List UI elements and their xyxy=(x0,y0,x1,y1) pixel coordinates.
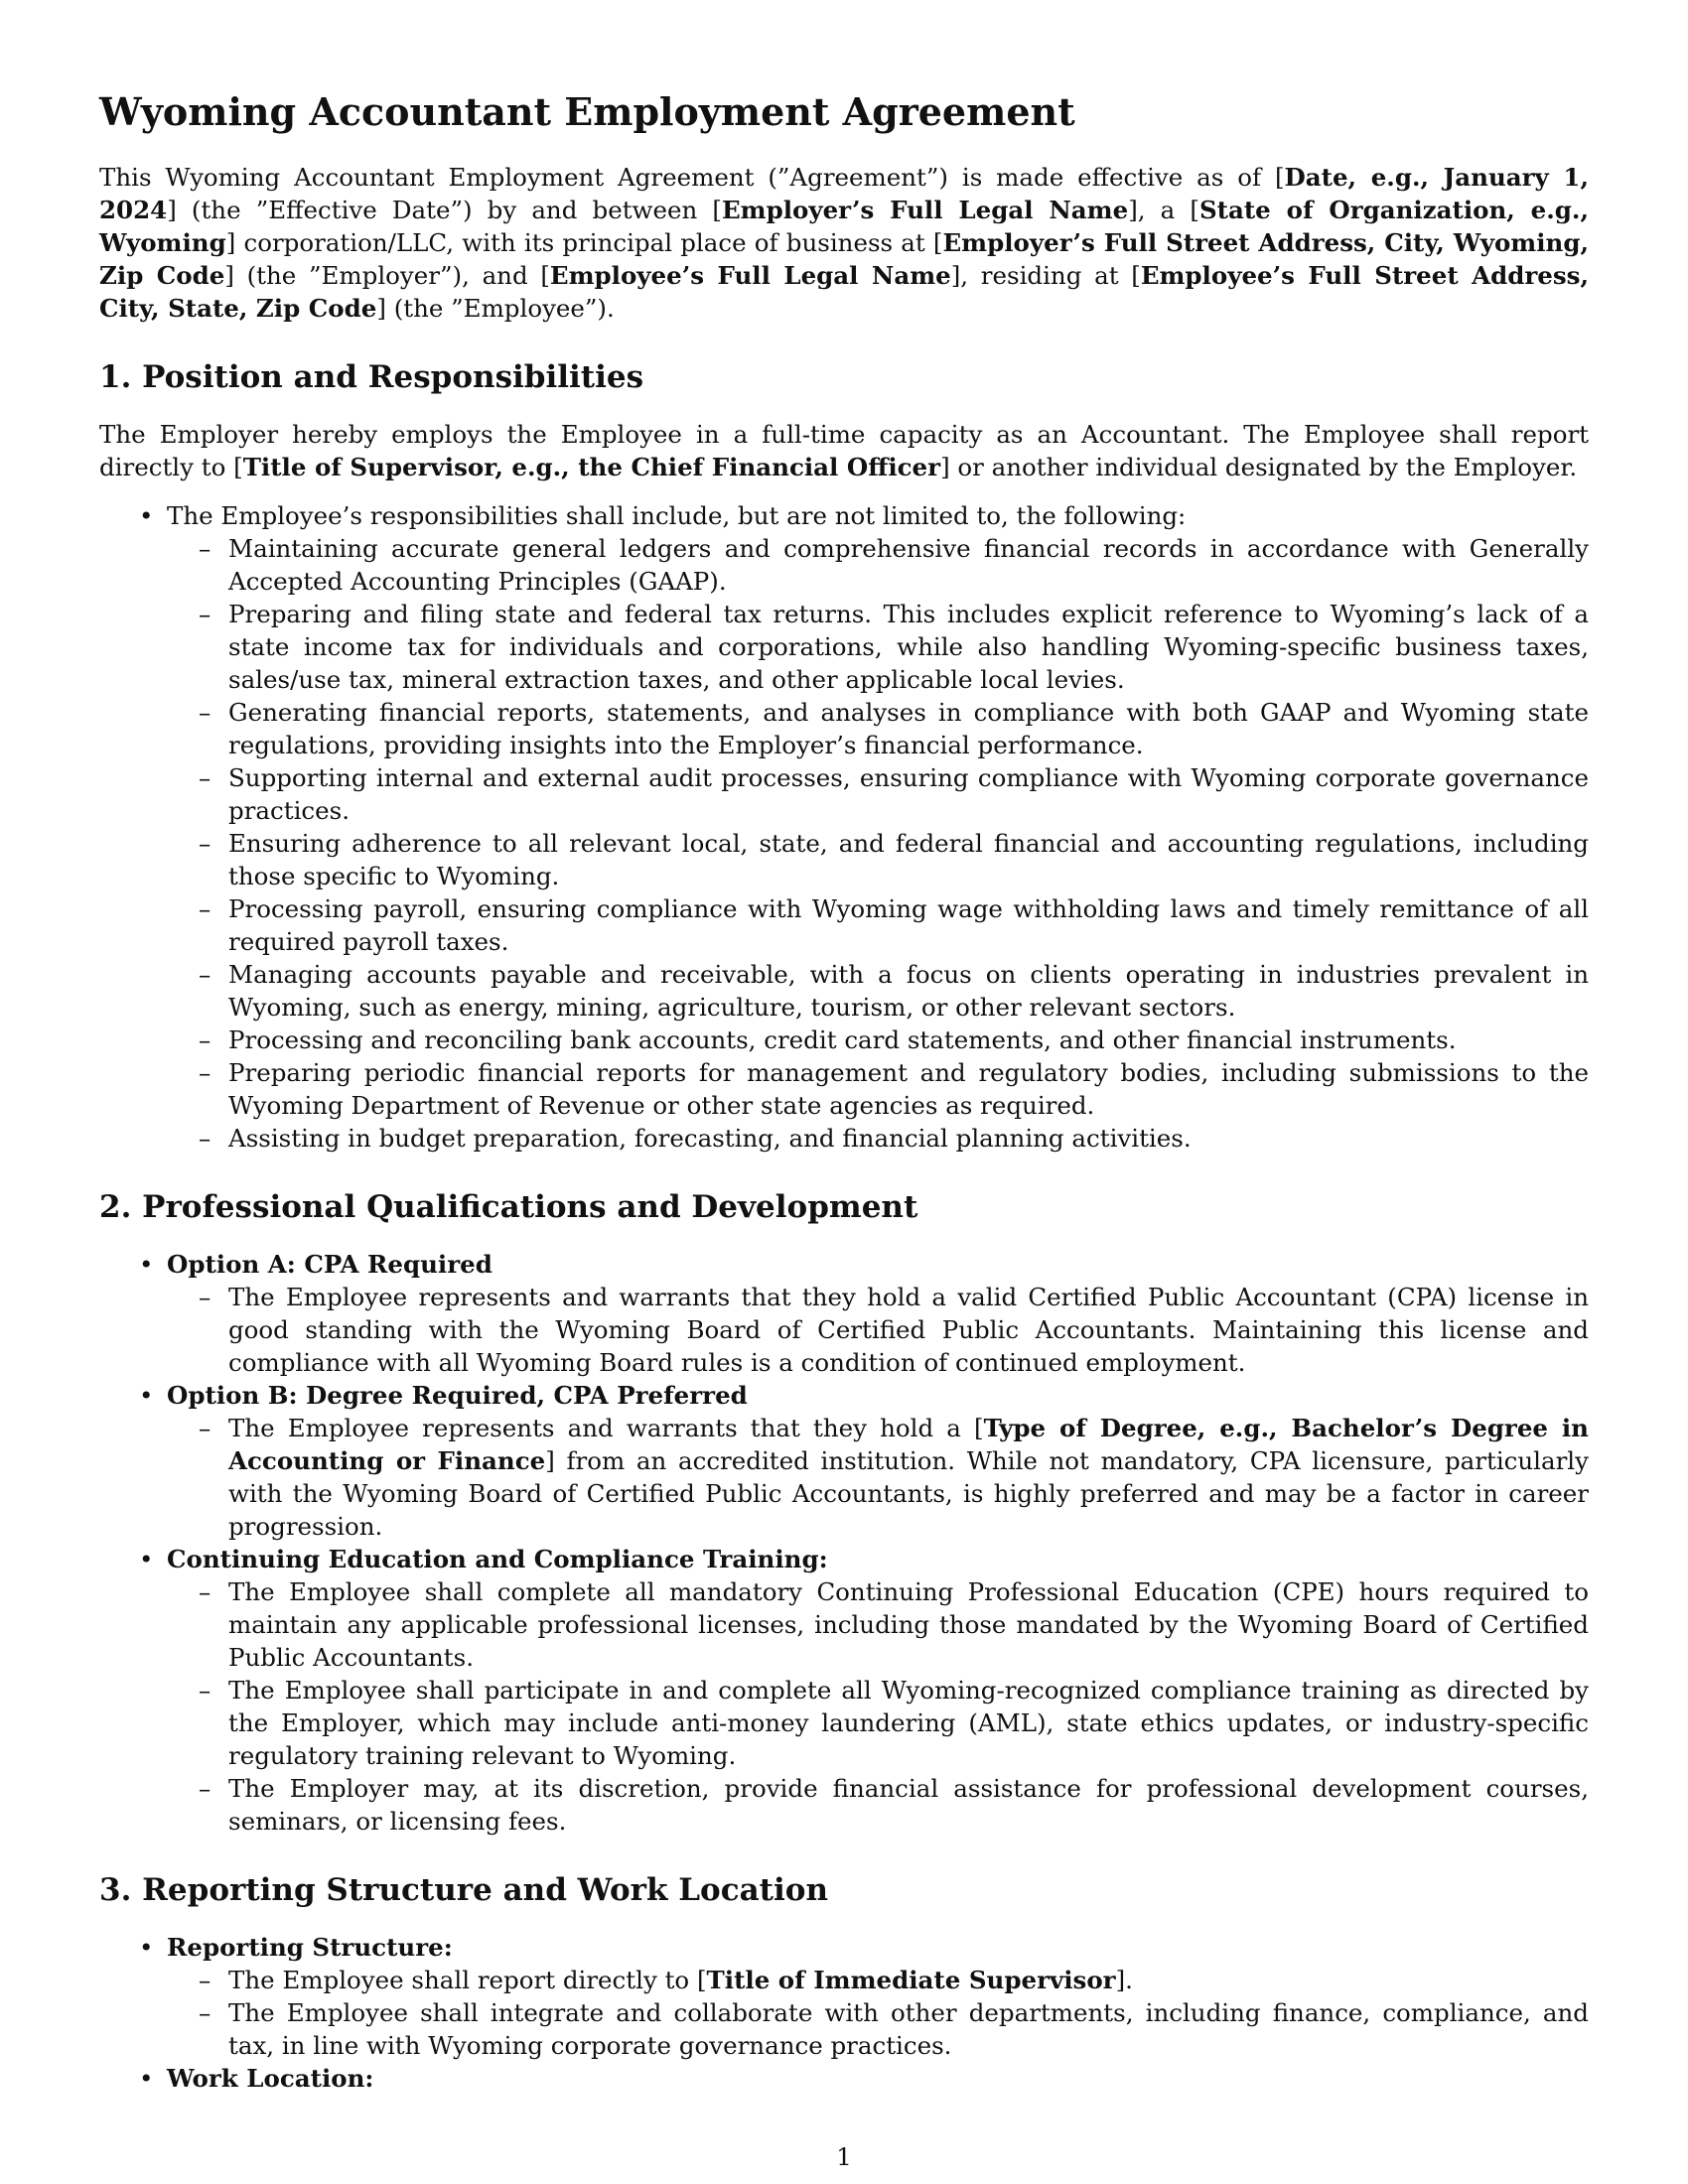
list-item: – The Employee shall report directly to [Title of Immediate Supervisor]. xyxy=(167,1964,1589,1996)
option-a-label: Option A: CPA Required xyxy=(167,1250,492,1279)
list-item: – The Employee shall integrate and collaborate with other departments, including finance, compliance, and tax, in line with Wyoming corporate governance practices. xyxy=(167,1996,1589,2062)
list-item: – The Employee shall participate in and complete all Wyoming-recognized compliance training as directed by the Employer, which may include anti-money laundering (AML), state ethics updates, or industry-specific regulatory training relevant to Wyoming. xyxy=(167,1674,1589,1772)
list-item: – The Employer may, at its discretion, provide financial assistance for professional development courses, seminars, or licensing fees. xyxy=(167,1772,1589,1838)
list-item: – Maintaining accurate general ledgers and comprehensive financial records in accordance with Generally Accepted Accounting Principles (GAAP). xyxy=(167,532,1589,598)
section-heading-3: 3. Reporting Structure and Work Location xyxy=(99,1872,828,1908)
list-item xyxy=(99,2062,1589,2095)
section-heading-2: 2. Professional Qualifications and Development xyxy=(99,1189,918,1225)
list-item: – Processing and reconciling bank accounts, credit card statements, and other financial instruments. xyxy=(167,1024,1589,1056)
qualifications-list xyxy=(99,1248,1589,1838)
responsibilities-sublist xyxy=(167,532,1589,1155)
list-item: – Preparing periodic financial reports for management and regulatory bodies, including submissions to the Wyoming Department of Revenue or other state agencies as required. xyxy=(167,1056,1589,1122)
list-item xyxy=(99,1931,1589,2062)
employer-address-placeholder: Employer’s Full Street Address, City, Wyoming, Zip Code xyxy=(99,228,1589,290)
list-item: – Ensuring adherence to all relevant local, state, and federal financial and accounting regulations, including those specific to Wyoming. xyxy=(167,827,1589,892)
employee-address-placeholder: Employee’s Full Street Address, City, State, Zip Code xyxy=(99,261,1589,323)
effective-date-placeholder: Date, e.g., January 1, 2024 xyxy=(99,163,1589,224)
state-placeholder: State of Organization, e.g., Wyoming xyxy=(99,196,1589,257)
continuing-education-sublist xyxy=(167,1575,1589,1838)
option-b-label: Option B: Degree Required, CPA Preferred xyxy=(167,1381,748,1410)
list-item: – Supporting internal and external audit processes, ensuring compliance with Wyoming corporate governance practices. xyxy=(167,761,1589,827)
section-1-paragraph: The Employer hereby employs the Employee in a full-time capacity as an Accountant. The Employee shall report directly to [Title of Supervisor, e.g., the Chief Financial Officer] or another individual designated by the Employer. xyxy=(99,420,1589,481)
supervisor-title-placeholder: Title of Supervisor, e.g., the Chief Financial Officer xyxy=(242,453,941,481)
list-item: – The Employee represents and warrants that they hold a [Type of Degree, e.g., Bachelor’s Degree in Accounting or Finance] from an accredited institution. While not mandatory, CPA licensure, particularly with the Wyoming Board of Certified Public Accountants, is highly preferred and may be a factor in career progression. xyxy=(167,1412,1589,1543)
list-item: – Preparing and filing state and federal tax returns. This includes explicit reference to Wyoming’s lack of a state income tax for individuals and corporations, while also handling Wyoming-specific business taxes, sales/use tax, mineral extraction taxes, and other applicable local levies. xyxy=(167,598,1589,696)
page-number: 1 xyxy=(836,2142,852,2171)
list-item xyxy=(99,1248,1589,1379)
responsibilities-list xyxy=(99,499,1589,1155)
option-b-sublist xyxy=(167,1412,1589,1543)
reporting-structure-label: Reporting Structure: xyxy=(167,1933,453,1962)
continuing-education-label: Continuing Education and Compliance Training: xyxy=(167,1545,828,1573)
list-item: – The Employee shall complete all mandatory Continuing Professional Education (CPE) hours required to maintain any applicable professional licenses, including those mandated by the Wyoming Board of Certified Public Accountants. xyxy=(167,1575,1589,1674)
list-item: – The Employee represents and warrants that they hold a valid Certified Public Accountant (CPA) license in good standing with the Wyoming Board of Certified Public Accountants. Maintaining this license and compliance with all Wyoming Board rules is a condition of continued employment. xyxy=(167,1281,1589,1379)
employer-name-placeholder: Employer’s Full Legal Name xyxy=(721,196,1129,224)
list-item: – Processing payroll, ensuring compliance with Wyoming wage withholding laws and timely remittance of all required payroll taxes. xyxy=(167,892,1589,958)
list-item: – Managing accounts payable and receivable, with a focus on clients operating in industries prevalent in Wyoming, such as energy, mining, agriculture, tourism, or other relevant sectors. xyxy=(167,958,1589,1024)
list-item: • The Employee’s responsibilities shall include, but are not limited to, the following: – Maintaining accurate general ledgers and comprehensive financial records in accordance with Generally Accepted Accounting Principles (GAAP). – Preparing and filing state and federal tax returns. This includes explicit reference to Wyoming’s lack of a state income tax for individuals and corporations, while also handling Wyoming-specific business taxes, sales/use tax, mineral extraction taxes, and other applicable local levies. – Generating financial reports, statements, and analyses in compliance with both GAAP and Wyoming state regulations, providing insights into the Employer’s financial performance. – Supporting internal and external audit processes, ensuring compliance with Wyoming corporate governance practices. – Ensuring adherence to all relevant local, state, and federal financial and accounting regulations, including those specific to Wyoming. – Processing payroll, ensuring compliance with Wyoming wage withholding laws and timely remittance of all required payroll taxes. – Managing accounts payable and receivable, with a focus on clients operating in industries prevalent in Wyoming, such as energy, mining, agriculture, tourism, or other relevant sectors. – Processing and reconciling bank accounts, credit card statements, and other financial instruments. – Preparing periodic financial reports for management and regulatory bodies, including submissions to the Wyoming Department of Revenue or other state agencies as required. – Assisting in budget preparation, forecasting, and financial planning activities. xyxy=(99,499,1589,1155)
list-item xyxy=(99,1379,1589,1543)
reporting-list xyxy=(99,1931,1589,2095)
list-item: – Generating financial reports, statements, and analyses in compliance with both GAAP and Wyoming state regulations, providing insights into the Employer’s financial performance. xyxy=(167,696,1589,761)
option-a-sublist xyxy=(167,1281,1589,1379)
section-heading-1: 1. Position and Responsibilities xyxy=(99,359,644,395)
document-title: Wyoming Accountant Employment Agreement xyxy=(99,89,1075,134)
list-item xyxy=(99,1543,1589,1838)
document-body xyxy=(99,89,1589,2095)
intro-paragraph: This Wyoming Accountant Employment Agreement (”Agreement”) is made effective as of [Date, e.g., January 1, 2024] (the ”Effective Date”) by and between [Employer’s Full Legal Name], a [State of Organization, e.g., Wyoming] corporation/LLC, with its principal place of business at [Employer’s Full Street Address, City, Wyoming, Zip Code] (the ”Employer”), and [Employee’s Full Legal Name], residing at [Employee’s Full Street Address, City, State, Zip Code] (the ”Employee”). xyxy=(99,163,1589,323)
work-location-label: Work Location: xyxy=(167,2064,374,2093)
immediate-supervisor-placeholder: Title of Immediate Supervisor xyxy=(706,1966,1116,1994)
list-item: – Assisting in budget preparation, forecasting, and financial planning activities. xyxy=(167,1122,1589,1155)
employee-name-placeholder: Employee’s Full Legal Name xyxy=(549,261,951,290)
degree-type-placeholder: Type of Degree, e.g., Bachelor’s Degree in Accounting or Finance xyxy=(228,1414,1589,1475)
reporting-sublist xyxy=(167,1964,1589,2062)
